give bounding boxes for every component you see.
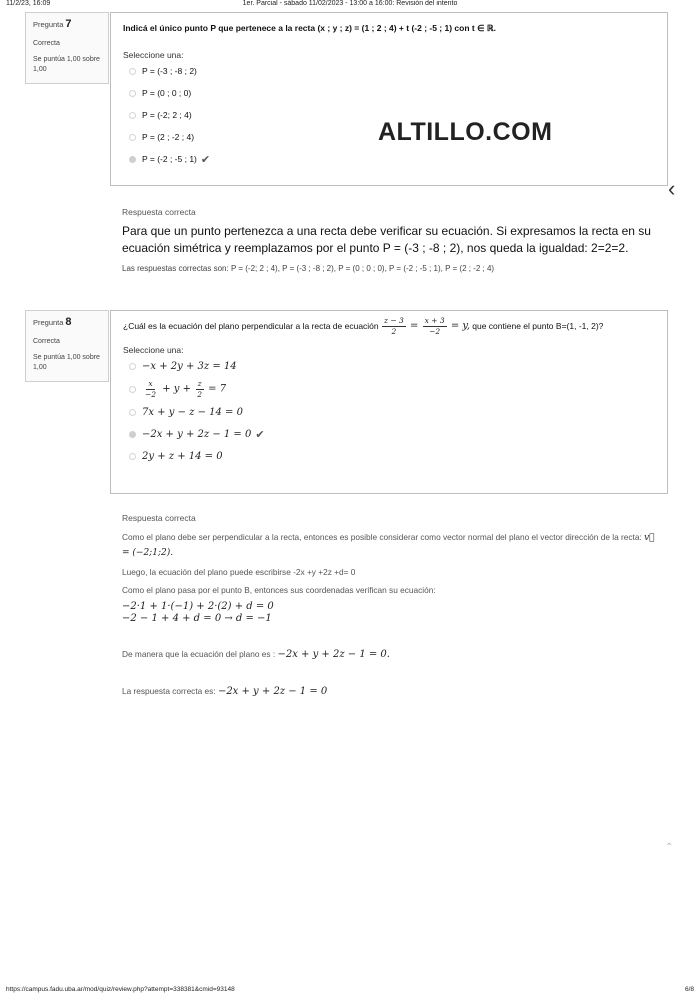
feedback-7	[122, 207, 662, 273]
select-one-label: Seleccione una:	[123, 345, 184, 355]
answer-option-5[interactable]: P = (-2 ; -5 ; 1) ✔	[123, 148, 655, 170]
question-box-7	[110, 12, 668, 186]
question-info-8	[25, 310, 109, 382]
check-icon: ✔	[200, 153, 211, 166]
question-number: 8	[65, 316, 72, 328]
radio-button[interactable]	[129, 363, 136, 370]
radio-button[interactable]	[129, 90, 136, 97]
line-equation: $\frac{z - 3}{2}$ = $\frac{x + 3}{-2}$ = y,	[384, 316, 470, 336]
print-footer	[6, 986, 694, 996]
question-text: ¿Cuál es la ecuación del plano perpendicular a la recta de ecuación $\frac{z - 3}{2}$ = $\frac{x + 3}{-2}$ = y, que contiene el punto B=(1, -1, 2)?	[123, 316, 604, 336]
correct-answers: Las respuestas correctas son: P = (-2; 2 ; 4), P = (-3 ; -8 ; 2), P = (0 ; 0 ; 0), P = (-2 ; -5 ; 1), P = (2 ; -2 ; 4)	[122, 263, 495, 273]
radio-button[interactable]	[129, 134, 136, 141]
radio-button[interactable]	[129, 386, 136, 393]
back-arrow-icon[interactable]: ‹	[668, 176, 676, 201]
feedback-text: Para que un punto pertenezca a una recta debe verificar su ecuación. Si expresamos la recta en su ecuación simétrica y reemplazamos por el punto P = (-3 ; -8 ; 2), nos queda la igualdad: 2=2=2.	[122, 224, 651, 256]
print-page-number: 6/8	[684, 986, 694, 993]
question-grade: Se puntúa 1,00 sobre 1,00	[33, 354, 100, 372]
question-state: Correcta	[33, 337, 60, 345]
answer-option-5[interactable]: 2y + z + 14 = 0	[123, 445, 655, 467]
feedback-paragraph-4: De manera que la ecuación del plano es : −2x + y + 2z − 1 = 0.	[122, 648, 390, 660]
radio-button[interactable]	[129, 453, 136, 460]
answer-option-2[interactable]: P = (0 ; 0 ; 0)	[123, 82, 655, 104]
answer-option-1[interactable]: P = (-3 ; -8 ; 2)	[123, 60, 655, 82]
answer-option-4[interactable]: P = (2 ; -2 ; 4)	[123, 126, 655, 148]
feedback-paragraph-1: Como el plano debe ser perpendicular a la recta, entonces es posible considerar como vector normal del plano el vector dirección de la recta: v⃗ = (−2;1;2).	[122, 532, 655, 558]
radio-button[interactable]	[129, 112, 136, 119]
answer-option-2[interactable]: $\frac{x}{-2}$ + y + $\frac{z}{2}$ = 7	[123, 377, 655, 401]
feedback-equations: −2·1 + 1·(−1) + 2·(2) + d = 0 −2 − 1 + 4 + d = 0 → d = −1	[122, 600, 274, 624]
answer-option-4[interactable]: −2x + y + 2z − 1 = 0 ✔	[123, 423, 655, 445]
feedback-title: Respuesta correcta	[122, 207, 196, 217]
question-grade: Se puntúa 1,00 sobre 1,00	[33, 56, 100, 74]
radio-button[interactable]	[129, 68, 136, 75]
radio-button-selected[interactable]	[129, 156, 136, 163]
watermark-logo: ALTILLO.COM	[378, 118, 553, 146]
divider	[600, 185, 665, 186]
answer-option-1[interactable]: −x + 2y + 3z = 14	[123, 355, 655, 377]
check-icon: ✔	[255, 428, 265, 441]
scroll-up-icon[interactable]: ⌃	[665, 842, 674, 853]
print-header	[6, 0, 694, 10]
feedback-8	[122, 513, 662, 700]
feedback-correct-answer: La respuesta correcta es: −2x + y + 2z − 1 = 0	[122, 686, 328, 698]
answer-option-3[interactable]: 7x + y − z − 14 = 0	[123, 401, 655, 423]
feedback-title: Respuesta correcta	[122, 513, 196, 523]
radio-button-selected[interactable]	[129, 431, 136, 438]
question-number: 7	[65, 18, 72, 30]
print-url: https://campus.fadu.uba.ar/mod/quiz/review.php?attempt=338381&cmid=93148	[6, 986, 235, 993]
question-state: Correcta	[33, 39, 60, 47]
question-label: Pregunta	[33, 318, 64, 327]
answer-option-3[interactable]: P = (-2; 2 ; 4)	[123, 104, 655, 126]
question-label: Pregunta	[33, 20, 64, 29]
question-info-7	[25, 12, 109, 84]
select-one-label: Seleccione una:	[123, 50, 184, 60]
radio-button[interactable]	[129, 409, 136, 416]
feedback-paragraph-3: Como el plano pasa por el punto B, entonces sus coordenadas verifican su ecuación:	[122, 584, 436, 595]
question-box-8	[110, 310, 668, 494]
question-text: Indicá el único punto P que pertenece a la recta (x ; y ; z) = (1 ; 2 ; 4) + t (-2 ; -5 ; 1) con t ∈ ℝ.	[123, 23, 496, 33]
feedback-paragraph-2: Luego, la ecuación del plano puede escribirse -2x +y +2z +d= 0	[122, 566, 356, 577]
print-title: 1er. Parcial - sábado 11/02/2023 - 13:00 a 16:00: Revisión del intento	[242, 0, 458, 7]
print-datetime: 11/2/23, 16:09	[6, 0, 51, 7]
